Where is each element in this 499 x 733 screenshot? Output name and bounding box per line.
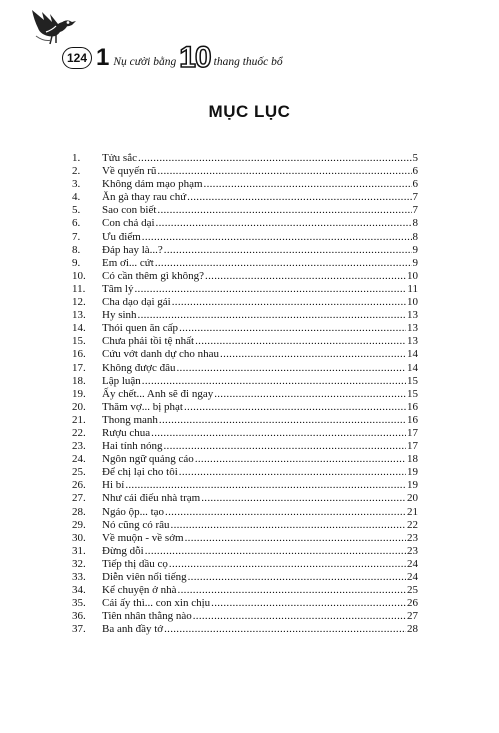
toc-entry-title: Em ơi... cứt [102, 256, 154, 269]
toc-entry-page: 19 [407, 466, 418, 479]
toc-entry-page: 23 [407, 531, 418, 544]
toc-entry-title: Hy sinh [102, 309, 137, 322]
toc-leader-dots [164, 440, 407, 453]
toc-entry-page: 15 [407, 374, 418, 387]
toc-entry-title: Cái ấy thì... con xin chịu [102, 597, 211, 610]
toc-entry [72, 466, 418, 479]
toc-entry [72, 440, 418, 453]
toc-entry-title: Rượu chua [102, 426, 151, 439]
toc-entry-number: 23. [72, 440, 86, 453]
toc-entry-number: 15. [72, 335, 86, 348]
toc-entry-page: 28 [407, 623, 418, 636]
toc-entry-page: 17 [407, 426, 418, 439]
toc-entry-page: 13 [407, 322, 418, 335]
toc-entry [72, 401, 418, 414]
toc-entry-page: 23 [407, 544, 418, 557]
toc-entry-number: 24. [72, 453, 86, 466]
toc-entry-title: Con chả dại [102, 217, 155, 230]
toc-entry-page: 6 [412, 178, 418, 191]
toc-leader-dots [155, 257, 412, 270]
toc-entry-number: 1. [72, 152, 81, 164]
toc-entry-page: 16 [407, 413, 418, 426]
toc-entry-page: 5 [412, 152, 418, 164]
toc-entry [72, 348, 418, 361]
toc-entry-page: 13 [407, 309, 418, 322]
toc-entry-title: Tâm lý [102, 282, 134, 295]
toc-entry [72, 375, 418, 388]
toc-entry-title: Thăm vợ... bị phạt [102, 400, 183, 413]
toc-entry-page: 9 [412, 243, 418, 256]
toc-entry-title: Nó cũng có râu [102, 518, 170, 531]
book-title-number-one: 1 [96, 44, 109, 71]
toc-entry-title: Kể chuyện ở nhà [102, 584, 177, 597]
toc-entry-page: 7 [412, 204, 418, 217]
toc-entry-page: 20 [407, 492, 418, 505]
toc-entry-number: 26. [72, 479, 86, 492]
toc-entry-number: 20. [72, 400, 86, 413]
toc-leader-dots [195, 453, 406, 466]
toc-leader-dots [195, 335, 406, 348]
toc-entry-number: 5. [72, 204, 81, 217]
table-of-contents [72, 152, 418, 636]
toc-entry [72, 257, 418, 270]
toc-entry-number: 37. [72, 623, 86, 636]
toc-leader-dots [151, 427, 406, 440]
toc-entry-number: 6. [72, 217, 81, 230]
toc-entry-page: 17 [407, 440, 418, 453]
toc-entry [72, 296, 418, 309]
toc-entry-page: 7 [412, 191, 418, 204]
toc-entry-number: 28. [72, 505, 86, 518]
page-title: MỤC LỤC [208, 102, 291, 121]
toc-entry-title: Chưa phải tồi tệ nhất [102, 335, 195, 348]
toc-entry-title: Không dám mạo phạm [102, 178, 203, 191]
toc-entry-title: Về quyến rũ [102, 165, 157, 178]
toc-entry-page: 27 [407, 610, 418, 623]
toc-entry [72, 204, 418, 217]
toc-entry-page: 8 [412, 230, 418, 243]
toc-leader-dots [205, 270, 406, 283]
toc-entry-title: Tiếp thị dầu cọ [102, 557, 168, 570]
toc-entry [72, 217, 418, 230]
toc-entry-page: 10 [407, 269, 418, 282]
toc-entry-number: 29. [72, 518, 86, 531]
toc-entry-number: 2. [72, 165, 81, 178]
toc-leader-dots [164, 244, 412, 257]
book-title-text-1: Nụ cười bằng [113, 56, 177, 68]
toc-entry-number: 22. [72, 426, 86, 439]
toc-entry [72, 335, 418, 348]
toc-entry [72, 362, 418, 375]
toc-leader-dots [164, 623, 406, 636]
toc-leader-dots [193, 610, 406, 623]
toc-entry-number: 16. [72, 348, 86, 361]
toc-leader-dots [211, 597, 406, 610]
toc-entry [72, 414, 418, 427]
toc-entry [72, 152, 418, 165]
toc-entry-title: Thong manh [102, 413, 158, 426]
toc-entry-page: 19 [407, 479, 418, 492]
toc-entry-title: Diễn viên nổi tiếng [102, 571, 187, 583]
toc-entry [72, 178, 418, 191]
book-title-text-2: thang thuốc bổ [213, 56, 283, 68]
toc-entry [72, 388, 418, 401]
toc-leader-dots [157, 165, 411, 178]
toc-entry-title: Đừng dỗi [102, 544, 144, 557]
toc-leader-dots [177, 362, 407, 375]
toc-leader-dots [134, 283, 406, 296]
toc-entry-number: 25. [72, 466, 86, 479]
toc-entry-number: 19. [72, 387, 86, 400]
toc-entry-page: 15 [407, 387, 418, 400]
toc-leader-dots [178, 584, 406, 597]
toc-entry [72, 165, 418, 178]
toc-entry [72, 597, 418, 610]
toc-entry [72, 453, 418, 466]
toc-leader-dots [138, 152, 412, 165]
toc-entry-page: 10 [407, 296, 418, 309]
toc-leader-dots [159, 414, 406, 427]
toc-leader-dots [157, 204, 411, 217]
toc-entry [72, 610, 418, 623]
toc-leader-dots [188, 571, 406, 584]
toc-entry-title: Cứu vớt danh dự cho nhau [102, 348, 220, 361]
toc-entry [72, 571, 418, 584]
toc-leader-dots [201, 492, 406, 505]
toc-leader-dots [214, 388, 406, 401]
toc-leader-dots [184, 401, 406, 414]
toc-entry [72, 231, 418, 244]
toc-entry-number: 14. [72, 322, 86, 335]
toc-entry [72, 623, 418, 636]
book-title [96, 42, 286, 72]
toc-entry-title: Ngáo ộp... tạo [102, 505, 165, 518]
toc-entry-number: 30. [72, 531, 86, 544]
toc-entry [72, 427, 418, 440]
toc-entry-number: 7. [72, 230, 81, 243]
bird-logo-icon [30, 6, 78, 46]
toc-entry-page: 22 [407, 518, 418, 531]
toc-entry-title: Ngôn ngữ quảng cáo [102, 453, 194, 466]
toc-entry-number: 34. [72, 584, 86, 597]
toc-entry-page: 25 [407, 584, 418, 597]
toc-entry-title: Đáp hay là...? [102, 243, 163, 256]
toc-entry-number: 32. [72, 557, 86, 570]
toc-entry-page: 9 [412, 256, 418, 269]
toc-leader-dots [156, 217, 412, 230]
toc-entry-page: 8 [412, 217, 418, 230]
toc-entry-number: 31. [72, 544, 86, 557]
toc-leader-dots [145, 545, 406, 558]
toc-entry-number: 8. [72, 243, 81, 256]
toc-entry-number: 4. [72, 191, 81, 204]
toc-entry-title: Thói quen ăn cấp [102, 322, 179, 335]
toc-entry [72, 506, 418, 519]
toc-leader-dots [179, 466, 406, 479]
toc-entry [72, 545, 418, 558]
toc-entry-title: Tửu sắc [102, 152, 137, 164]
toc-entry-title: Tiên nhân thằng nào [102, 610, 192, 623]
toc-leader-dots [185, 532, 406, 545]
toc-entry-title: Ba anh đầy tớ [102, 623, 164, 636]
toc-entry-number: 27. [72, 492, 86, 505]
toc-entry [72, 532, 418, 545]
toc-entry [72, 244, 418, 257]
page-number: 124 [62, 47, 92, 69]
toc-entry-number: 3. [72, 178, 81, 191]
toc-leader-dots [187, 191, 411, 204]
toc-entry-number: 9. [72, 256, 81, 269]
toc-entry-title: Cha dạo dại gái [102, 296, 171, 309]
toc-entry-page: 24 [407, 571, 418, 583]
toc-entry [72, 309, 418, 322]
toc-entry-number: 12. [72, 296, 86, 309]
toc-entry [72, 322, 418, 335]
toc-entry [72, 584, 418, 597]
toc-entry-page: 21 [407, 505, 418, 518]
toc-leader-dots [172, 296, 406, 309]
toc-entry-number: 13. [72, 309, 86, 322]
toc-entry-title: Không được đâu [102, 361, 176, 374]
toc-entry [72, 191, 418, 204]
toc-leader-dots [165, 506, 406, 519]
toc-leader-dots [204, 178, 412, 191]
toc-entry-title: Sao con biết [102, 204, 157, 217]
toc-entry-number: 18. [72, 374, 86, 387]
toc-entry-page: 6 [412, 165, 418, 178]
toc-leader-dots [169, 558, 406, 571]
toc-entry-number: 21. [72, 413, 86, 426]
toc-leader-dots [171, 519, 406, 532]
toc-entry-title: Ưu điểm [102, 230, 141, 243]
toc-leader-dots [138, 309, 406, 322]
toc-entry-page: 16 [407, 400, 418, 413]
toc-leader-dots [179, 322, 406, 335]
toc-entry-title: Ấy chết... Anh sẽ đi ngay [102, 387, 214, 400]
page-header [0, 0, 499, 80]
toc-entry-title: Lập luận [102, 374, 141, 387]
toc-leader-dots [142, 375, 406, 388]
toc-entry-page: 18 [407, 453, 418, 466]
toc-entry-title: Về muộn - về sớm [102, 531, 184, 544]
toc-entry-title: Có cần thêm gì không? [102, 269, 205, 282]
toc-leader-dots [142, 231, 412, 244]
toc-entry-title: Ăn gà thay rau chứ [102, 191, 187, 204]
toc-entry-number: 11. [72, 282, 86, 295]
toc-entry-page: 11 [407, 282, 418, 295]
toc-entry-page: 13 [407, 335, 418, 348]
book-title-number-ten: 10 [179, 41, 211, 74]
toc-entry-page: 24 [407, 557, 418, 570]
toc-entry [72, 519, 418, 532]
toc-entry [72, 283, 418, 296]
toc-entry-page: 14 [407, 348, 418, 361]
toc-entry-number: 36. [72, 610, 86, 623]
toc-leader-dots [220, 348, 406, 361]
toc-entry-page: 26 [407, 597, 418, 610]
toc-entry-number: 17. [72, 361, 86, 374]
toc-entry [72, 558, 418, 571]
toc-entry-title: Để chị lại cho tôi [102, 466, 178, 479]
toc-entry-page: 14 [407, 361, 418, 374]
toc-entry [72, 479, 418, 492]
toc-entry-number: 10. [72, 269, 86, 282]
toc-entry [72, 492, 418, 505]
toc-entry-number: 33. [72, 571, 86, 583]
toc-entry-number: 35. [72, 597, 86, 610]
toc-leader-dots [125, 479, 406, 492]
toc-entry-title: Như cái điếu nhà trạm [102, 492, 201, 505]
toc-entry-title: Hi bí [102, 479, 125, 492]
toc-entry [72, 270, 418, 283]
toc-entry-title: Hai tính nóng [102, 440, 163, 453]
